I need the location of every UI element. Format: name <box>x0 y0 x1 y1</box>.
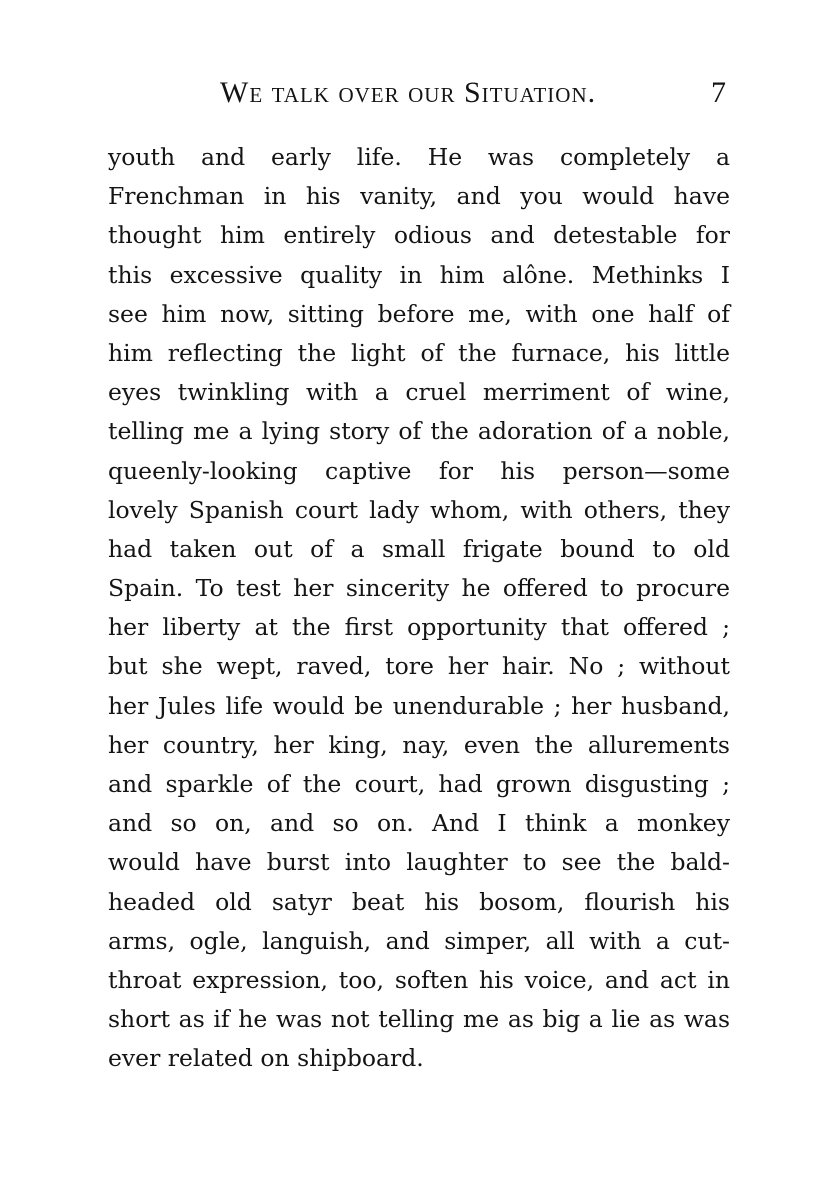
running-title: We talk over our Situation. <box>220 76 597 109</box>
text-line: had taken out of a small frigate bound to old <box>108 534 730 563</box>
text-line: arms, ogle, languish, and simper, all with a cut- <box>108 926 730 955</box>
text-line: him reflecting the light of the furnace, his little <box>108 338 730 367</box>
text-line: throat expression, too, soften his voice, and act in <box>108 965 730 994</box>
text-line: lovely Spanish court lady whom, with others, they <box>108 495 730 524</box>
text-line: headed old satyr beat his bosom, flourish his <box>108 887 730 916</box>
body-text <box>108 138 730 1079</box>
text-line: and sparkle of the court, had grown disgusting ; <box>108 770 730 798</box>
text-line: Spain. To test her sincerity he offered to procure <box>108 574 730 603</box>
text-line: and so on, and so on. And I think a monkey <box>108 809 730 838</box>
text-line: telling me a lying story of the adoration of a noble, <box>108 417 730 446</box>
text-line: queenly-looking captive for his person—some <box>108 456 730 485</box>
text-line: Frenchman in his vanity, and you would have <box>108 182 730 211</box>
text-line: eyes twinkling with a cruel merriment of wine, <box>108 378 730 407</box>
text-line: short as if he was not telling me as big a lie as was <box>108 1005 730 1034</box>
text-line: her liberty at the first opportunity that offered ; <box>108 613 730 642</box>
text-line: thought him entirely odious and detestable for <box>108 221 730 250</box>
text-line: this excessive quality in him alône. Methinks I <box>108 260 730 289</box>
page-number: 7 <box>711 76 726 109</box>
running-header <box>108 76 730 116</box>
text-line: see him now, sitting before me, with one half of <box>108 299 730 328</box>
text-line: her Jules life would be unendurable ; her husband, <box>108 691 730 720</box>
text-line: but she wept, raved, tore her hair. No ; without <box>108 652 730 681</box>
text-line: ever related on shipboard. <box>108 1044 424 1073</box>
text-line: youth and early life. He was completely a <box>108 143 730 171</box>
text-line: her country, her king, nay, even the allurements <box>108 730 730 759</box>
text-line: would have burst into laughter to see the bald- <box>108 848 730 877</box>
